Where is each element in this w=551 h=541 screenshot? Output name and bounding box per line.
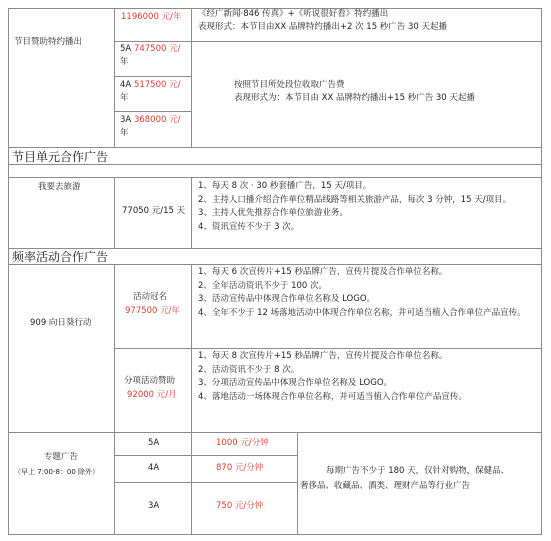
sponsorship-desc [198,8,447,34]
tier-unit: 年 [120,56,129,67]
feature-desc [300,464,509,495]
list-item: 4、资讯宣传不少于 3 次。 [198,221,300,232]
feature-note: （早上 7:00-8：00 除外） [14,468,100,476]
tier-grade: 4A [120,80,132,90]
activity-name: 909 向日葵行动 [30,318,92,328]
tier-desc [234,79,475,105]
sponsorship-label-cell [8,8,115,148]
feature-grade: 3A [148,501,160,511]
tier-price: 517500 元/ [133,80,181,90]
tier-grade: 5A [120,44,132,54]
list-item: 2、主持人口播介绍合作单位精品线路等相关旅游产品，每次 3 分钟，15 天/项目。 [198,194,512,205]
list-item: 2、活动资讯不少于 8 次。 [198,364,300,375]
tier-unit: 年 [120,127,129,138]
activity-tier1-items [198,266,536,320]
list-item: 3、活动宣传品中体现合作单位名称及 LOGO。 [198,294,376,305]
feature-price: 870 元/分钟 [216,463,264,473]
list-item: 2、全年活动资讯不少于 100 次。 [198,280,328,291]
section-heading-activity: 频率活动合作广告 [12,250,109,264]
feature-label-cell [8,432,115,535]
list-item: 1、每天 8 次 · 30 秒套播广告，15 天/项目。 [198,181,372,191]
sponsorship-price: 1196000 元/年 [121,12,182,22]
list-item: 3、主持人优先推荐合作单位旅游业务。 [198,208,348,219]
list-item: 3、分项活动宣传品中体现合作单位名称及 LOGO。 [198,378,393,389]
list-item: 1、每天 8 次宣传片+15 秒品牌广告，宣传片提及合作单位名称。 [198,351,448,361]
tier-unit: 年 [120,92,129,103]
tier-price-5a [120,43,180,69]
section-heading-program: 节目单元合作广告 [12,150,109,164]
activity-tier2-items [198,350,467,404]
tier-desc-line2: 表现形式为：本节目由 XX 品牌特约播出+15 秒广告 30 天起播 [234,92,475,103]
feature-price: 750 元/分钟 [216,501,264,511]
sponsorship-desc-line1: 《经广新闻·846 传真》+《听说很好看》特约播出 [198,9,389,19]
tier-label: 活动冠名 [133,292,168,302]
list-item: 1、每天 6 次宣传片+15 秒品牌广告，宣传片提及合作单位名称。 [198,267,448,277]
tier-price: 92000 元/月 [127,390,177,401]
feature-desc-line1: 每期广告不少于 180 天，仅针对购物，保健品、 [326,466,510,476]
tier-label: 分项活动赞助 [124,376,176,386]
sponsorship-label: 节目赞助特约播出 [14,37,83,47]
blank-row [8,164,542,178]
sponsorship-desc-line2: 表现形式：本节目由XX 品牌特约播出+2 次 15 秒广告 30 天起播 [198,21,448,32]
tier-price: 747500 元/ [133,44,181,54]
tier-desc-line1: 按照节目所处段位收取广告费 [234,80,345,90]
feature-grade: 4A [148,463,160,473]
tier-price-4a [120,79,180,105]
travel-price: 77050 元/15 天 [122,206,186,216]
feature-grade: 5A [148,438,160,448]
list-item: 4、全年不少于 12 场落地活动中体现合作单位名称，并可适当植入合作单位产品宣传。 [198,307,526,318]
tier-price: 368000 元/ [133,115,181,125]
tier-price-3a [120,114,180,140]
feature-desc-line2: 奢侈品、收藏品、酒类、理财产品等行业广告 [300,481,471,492]
tier-grade: 3A [120,115,132,125]
activity-tier2 [124,374,177,403]
travel-name: 我要去旅游 [38,182,81,192]
tier-price: 977500 元/年 [125,306,181,317]
activity-tier1 [125,290,181,319]
feature-label: 专题广告 [44,452,79,462]
travel-items [198,180,511,234]
list-item: 4、落地活动一场体现合作单位名称，并可适当植入合作单位产品宣传。 [198,391,467,402]
activity-name-cell [8,264,115,433]
feature-price: 1000 元/分钟 [216,438,269,448]
